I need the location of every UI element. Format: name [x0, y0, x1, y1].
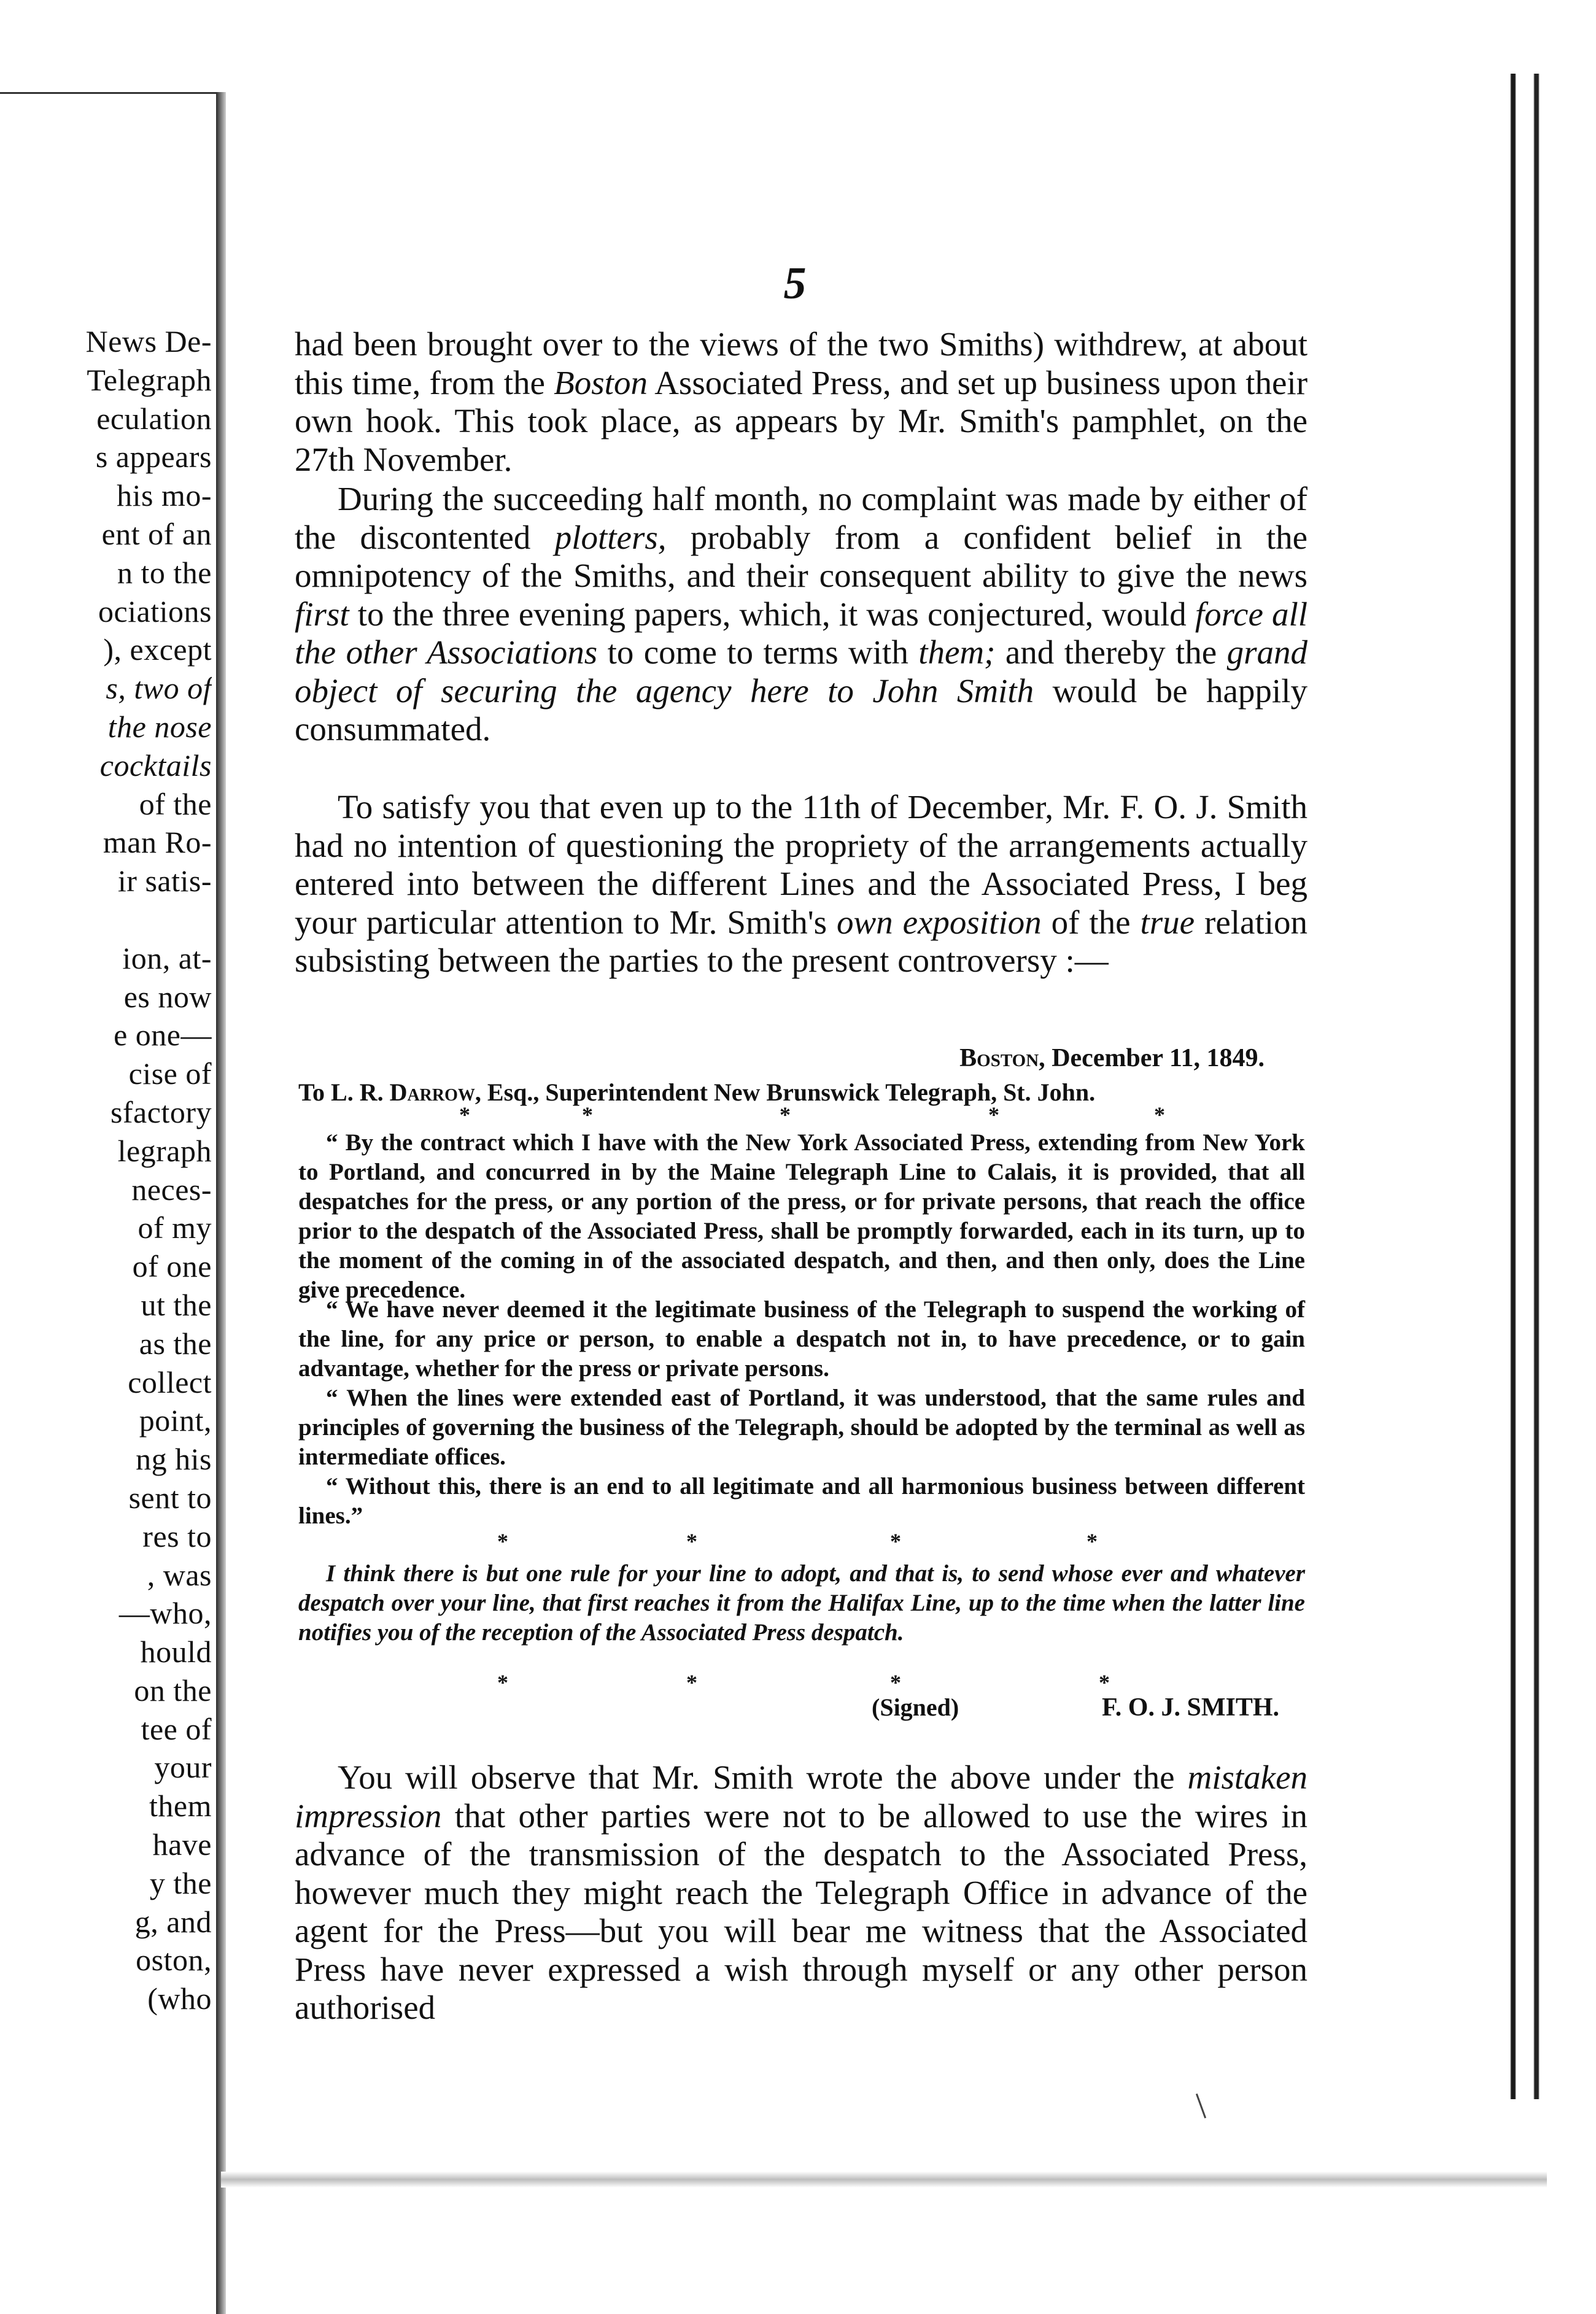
paragraph-4 [295, 1759, 1307, 2027]
facing-page-line: your [154, 1750, 212, 1785]
addressee-name: Darrow, [389, 1078, 481, 1106]
asterisk: * [890, 1529, 901, 1554]
p1-text: had been brought over to the views of the two Smiths) withdrew, at about this time, from the [295, 325, 1307, 401]
quote-1-text: “ By the contract which I have with the New York Associated Press, extending from New York to Portland, and concurred in by the Maine Telegraph Line to Calais, it is provided, that all despatches for the press, or any portion of the press, or for private persons, that reach the office prior to the despatch of the Associated Press, shall be promptly forwarded, each in its turn, up to the moment of the coming in of the associated despatch, and then, and then only, does the Line give precedence. [298, 1129, 1305, 1303]
facing-page-line: ir satis- [117, 864, 212, 899]
facing-page-line [0, 900, 212, 939]
p2-d: to come to terms with [607, 633, 908, 671]
asterisk: * [1087, 1529, 1098, 1554]
quote-2-text: “ We have never deemed it the legitimate business of the Telegraph to suspend the working of the line, for any price or person, to enable a despatch not in, to have precedence, or to gain advantage, whether for the press or private persons. [298, 1296, 1305, 1382]
quote-paragraph-1 [298, 1128, 1305, 1305]
dateline-date: December 11, 1849. [1052, 1044, 1265, 1072]
facing-page-line: hould [140, 1635, 212, 1670]
facing-page-line: News De- [85, 324, 212, 358]
facing-page-line: , was [147, 1557, 212, 1592]
dateline-city: Boston, [959, 1044, 1045, 1072]
p2-a: During the succeeding half month, no complaint was made by either of the discontented [295, 480, 1307, 556]
asterisk: * [497, 1529, 508, 1554]
p3-italic-1: own exposition [837, 903, 1042, 941]
asterisk: * [459, 1102, 470, 1127]
facing-page-line: g, and [134, 1904, 212, 1939]
asterisk: * [890, 1670, 901, 1695]
paragraph-3 [295, 788, 1307, 980]
letter-dateline [859, 1043, 1265, 1073]
facing-page-line: y the [149, 1865, 212, 1900]
facing-page-line: sfactory [110, 1094, 212, 1129]
asterisk: * [1099, 1670, 1110, 1695]
facing-page-line: cise of [128, 1056, 212, 1091]
facing-page-line: ion, at- [122, 940, 212, 975]
page-bottom-edge [221, 2172, 1547, 2188]
facing-page-line: collect [128, 1364, 212, 1399]
asterisk: * [582, 1102, 593, 1127]
quote-3-text: “ When the lines were extended east of Portland, it was understood, that the same rules and principles of governing the business of the Telegraph, should be adopted by the terminal as well as intermediate offices. [298, 1385, 1305, 1470]
facing-page-line: on the [134, 1673, 212, 1708]
facing-page-line: man Ro- [103, 825, 212, 860]
p2-italic-3: force all the other Associations [295, 595, 1308, 671]
paragraph-2 [295, 480, 1307, 749]
p2-italic-4: them; [918, 633, 996, 671]
facing-page-line: cocktails [99, 748, 212, 783]
facing-page-fragment [0, 322, 212, 2018]
stray-pen-mark [1196, 2094, 1206, 2118]
facing-page-line: s, two of [106, 671, 212, 706]
facing-page-line: res to [142, 1519, 212, 1554]
p2-italic-5: grand object of securing the agency here to John Smith [295, 633, 1308, 710]
facing-page-line: —who, [118, 1596, 212, 1631]
p2-italic-1: plotters, [554, 518, 667, 556]
asterisk: * [1154, 1102, 1165, 1127]
paragraph-1 [295, 325, 1307, 479]
facing-page-line: (who [147, 1981, 212, 2016]
asterisk: * [988, 1102, 999, 1127]
facing-page-line: legraph [117, 1133, 212, 1168]
quote-paragraph-5 [298, 1559, 1305, 1647]
facing-page-line: ociations [98, 594, 212, 629]
page-edge [1503, 74, 1558, 2099]
p3-italic-2: true [1140, 903, 1195, 941]
p2-italic-2: first [295, 595, 349, 633]
facing-page-line: of the [139, 786, 212, 821]
facing-page-line: n to the [117, 555, 212, 590]
p2-b: probably from a confident belief in the omnipotency of the Smiths, and their consequent ability to give the news [295, 518, 1308, 594]
facing-page-line: eculation [96, 401, 212, 436]
quote-5-text: I think there is but one rule for your line to adopt, and that is, to send whose ever and whatever despatch over your line, that first reaches it from the Halifax Line, up to the time when the latter line notifies you of the reception of the Associated Press despatch. [298, 1560, 1305, 1646]
facing-page-line: s appears [95, 439, 212, 474]
facing-page-line: neces- [131, 1172, 212, 1207]
facing-page-line: Telegraph [87, 362, 212, 397]
p3-a: To satisfy you that even up to the 11th of December, Mr. F. O. J. Smith had no intention of questioning the propriety of the arrangements actually entered into between the different Lines and the Associated Press, I beg your particular attention to Mr. Smith's [295, 788, 1307, 941]
p3-b: of the [1051, 903, 1131, 941]
p2-f: would be happily consummated. [295, 671, 1307, 748]
facing-page-line: ng his [136, 1442, 212, 1477]
asterisk: * [686, 1670, 697, 1695]
addressee-rest: Esq., Superintendent New Brunswick Telegraph, St. John. [487, 1078, 1096, 1106]
asterisk: * [497, 1670, 508, 1695]
quote-paragraph-3 [298, 1383, 1305, 1472]
p4-a: You will observe that Mr. Smith wrote the above under the [338, 1759, 1175, 1796]
p1-rest: Associated Press, and set up business upon their own hook. This took place, as appears by Mr. Smith's pamphlet, on the 27th November. [295, 363, 1308, 478]
signature: F. O. J. SMITH. [1102, 1693, 1279, 1722]
book-spine [216, 92, 226, 2314]
asterisk: * [780, 1102, 791, 1127]
facing-page-line: have [152, 1827, 212, 1862]
quote-4-text: “ Without this, there is an end to all legitimate and all harmonious business between different lines.” [298, 1473, 1305, 1529]
p4-b: that other parties were not to be allowed to use the wires in advance of the transmission of the despatch to the Associated Press, however much they might reach the Telegraph Office in advance of the agent for the Press—but you will bear me witness that the Associated Press have never expressed a wish through myself or any other person authorised [295, 1797, 1307, 2026]
facing-page-line: point, [139, 1403, 212, 1438]
facing-page-line: of my [138, 1210, 212, 1245]
facing-page-line: as the [139, 1326, 212, 1361]
quote-paragraph-2 [298, 1295, 1305, 1383]
facing-page-line: es now [123, 979, 212, 1014]
facing-page-line: tee of [141, 1711, 212, 1746]
page-number: 5 [783, 258, 807, 309]
addressee-to: To L. R. [298, 1078, 384, 1106]
quote-paragraph-4 [298, 1472, 1305, 1531]
facing-page-line: ), except [103, 632, 212, 667]
facing-page-line: e one— [114, 1018, 212, 1053]
facing-page-line: of one [132, 1249, 212, 1284]
p4-italic-1: mistaken impression [295, 1759, 1307, 1835]
p1-italic: Boston [554, 363, 648, 401]
signed-label: (Signed) [872, 1693, 959, 1721]
asterisk: * [686, 1529, 697, 1554]
p3-c: relation subsisting between the parties to the present controversy :— [295, 903, 1308, 979]
facing-page-line: the nose [107, 709, 212, 744]
p2-e: and thereby the [1005, 633, 1217, 671]
facing-page-line: ent of an [101, 516, 212, 551]
facing-page-line: ut the [141, 1287, 212, 1322]
p2-c: to the three evening papers, which, it was conjectured, would [357, 595, 1187, 633]
facing-page-line: oston, [136, 1943, 212, 1978]
facing-page-line: his mo- [117, 478, 212, 513]
facing-page-line: them [149, 1789, 212, 1824]
facing-page-line: sent to [128, 1480, 212, 1515]
scan-edge [0, 92, 216, 94]
